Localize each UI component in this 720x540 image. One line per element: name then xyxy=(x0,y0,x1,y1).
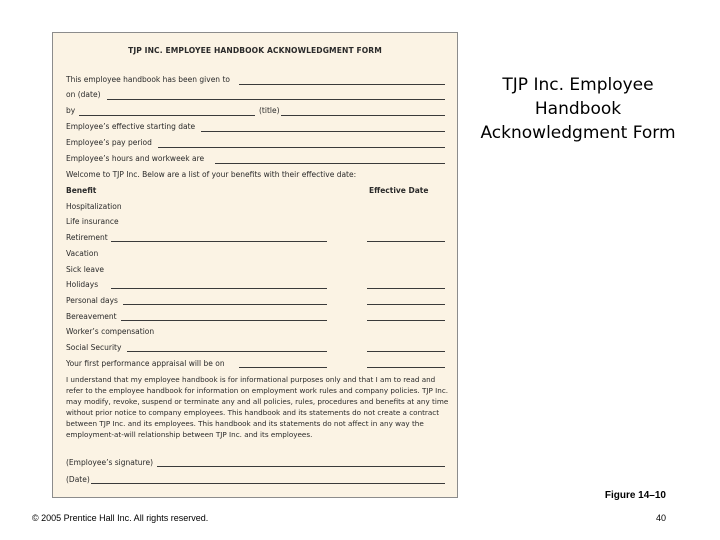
acknowledgment-statement: I understand that my employee handbook is for informational purposes only and that I am to read and refer to the employee handbook for information on employment work rules and company policies. TJP Inc. may modify, revoke, suspend or terminate any and all policies, rules, procedures and benefits at any time without prior notice to company employees. This handbook and its statements do not create a contract between TJP Inc. and its employees. This handbook and its statements do not affect in any way the employment-at-will relationship between TJP Inc. and its employees. xyxy=(66,375,449,439)
handbook-form-image xyxy=(52,32,458,498)
benefit-item: Worker’s compensation xyxy=(66,327,155,336)
slide-title: TJP Inc. Employee Handbook Acknowledgment Form xyxy=(480,75,676,143)
benefit-item: Bereavement xyxy=(66,312,117,321)
benefit-item: Personal days xyxy=(66,296,118,305)
pay-period-label: Employee’s pay period xyxy=(66,138,152,147)
date-label: (Date) xyxy=(66,475,90,484)
on-date-line xyxy=(107,99,445,100)
benefit-item: Life insurance xyxy=(66,217,119,226)
appraisal-line xyxy=(239,367,327,368)
signature-line xyxy=(157,466,445,467)
appraisal-date-line xyxy=(367,367,445,368)
benefit-item: Hospitalization xyxy=(66,202,122,211)
title-line xyxy=(281,115,445,116)
benefit-item: Social Security xyxy=(66,343,122,352)
footer-copyright: © 2005 Prentice Hall Inc. All rights reserved. xyxy=(32,513,209,523)
benefit-detail-line xyxy=(111,241,327,242)
benefit-detail-line xyxy=(111,288,327,289)
date-line xyxy=(91,483,445,484)
benefit-item: Holidays xyxy=(66,280,99,289)
effective-date-line xyxy=(367,288,445,289)
start-date-line xyxy=(201,131,445,132)
benefit-item: Sick leave xyxy=(66,265,105,274)
benefit-item: Retirement xyxy=(66,233,108,242)
given-to-label: This employee handbook has been given to xyxy=(66,75,230,84)
pay-period-line xyxy=(158,147,445,148)
effective-date-line xyxy=(367,351,445,352)
effective-date-header: Effective Date xyxy=(369,186,429,195)
benefit-detail-line xyxy=(123,304,327,305)
signature-label: (Employee’s signature) xyxy=(66,458,154,467)
start-date-label: Employee’s effective starting date xyxy=(66,122,196,131)
by-line xyxy=(79,115,255,116)
hours-line xyxy=(215,163,445,164)
hours-label: Employee’s hours and workweek are xyxy=(66,154,205,163)
welcome-text: Welcome to TJP Inc. Below are a list of your benefits with their effective date: xyxy=(66,170,357,179)
benefit-detail-line xyxy=(127,351,327,352)
form-title: TJP INC. EMPLOYEE HANDBOOK ACKNOWLEDGMENT FORM xyxy=(128,46,382,55)
on-date-label: on (date) xyxy=(66,90,101,99)
benefit-header: Benefit xyxy=(66,186,97,195)
by-label: by xyxy=(66,106,76,115)
title-label: (title) xyxy=(259,106,280,115)
figure-caption: Figure 14–10 xyxy=(604,490,666,501)
page-number: 40 xyxy=(655,513,666,523)
effective-date-line xyxy=(367,241,445,242)
appraisal-label: Your first performance appraisal will be on xyxy=(66,359,225,368)
effective-date-line xyxy=(367,304,445,305)
benefit-detail-line xyxy=(121,320,327,321)
benefit-item: Vacation xyxy=(66,249,99,258)
given-to-line xyxy=(239,84,445,85)
effective-date-line xyxy=(367,320,445,321)
